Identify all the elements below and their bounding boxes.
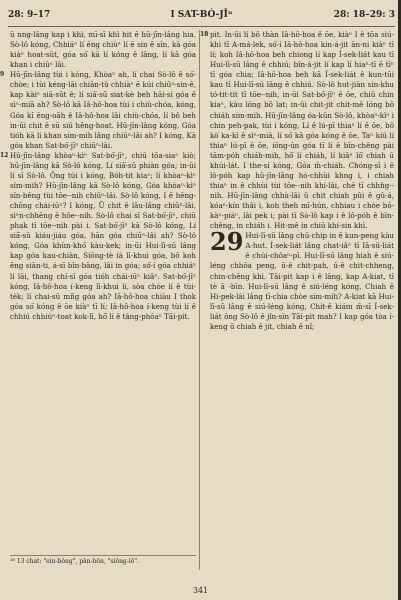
verse-paragraph: 18 pit. In-ūi lí bô thàn Iâ-hô-hoa ê ōe, kiàⁿ I ê tōa siú-khì tī A-má-lek, só͘-í Iâ-hô-hoa kin-á-jit ān-ni kiàⁿ tī lí; koh Iâ-hô-hoa beh chiong lí kap Í-sek-liát kau tī Hui-lī-sū lâng ê chhiú; bîn-á-jit lí kap lí hiaⁿ-tī ē tīⁿ tī góa chia; Iâ-hô-hoa beh kā Í-sek-liát ê kun-tūi kau tī Hui-lī-sū lâng ê chhiú. Sò-lô hut-jiân sin-khu tó-tit-tit tī tōe--nih, in-ūi Sat-bó͘-jīⁿ ê ōe, chiū chin kiaⁿ, kàu lóng bô lat; in-ūi chit-jit chit-mê lóng bô chiáh sím-mih. Hū-jīn-lâng óa-kūn Sò-lô, khòaⁿ-kìⁿ i chin peh-pak, tùi i kóng, Lí ê lú-pī thiaⁿ lí ê ōe, bô kò͘ ka-kī ê sìⁿ-miā, lí só͘ kā góa kóng ê ōe. Taⁿ kiû lí thiaⁿ lú-pī ê ōe, iōng-ūn góa tī lí ê bīn-chêng pài tām-póh chiáh-mih, hō͘ lí chiáh, lí kiâⁿ lō͘ chiah ū khùi-lát. I the-sí kóng, Góa m̄-chiáh. Chóng-sī i ê lô-póh kap hū-jīn-lâng hó-chhùi khng i, i chiah thiaⁿ in ê chhùi tùi tōe--nih khí-lâi, chē tī chhn̂g--nih. Hū-jīn-lâng chhù-lāi ū chit chiah pûi ê gû-á, kóaⁿ-kín thâi i, koh theh mī-hún, chhiau i chòe bô-kàⁿ-piáⁿ, lâi pek i; pài tī Sò-lô kap i ê lô-póh ê bīn-chêng, in chiáh i. Hit-mê in chiū khí-sin khì. [200,30,394,231]
chapter-number: 29 [210,227,244,257]
header-left-reference: 28: 9–17 [8,10,51,20]
chapter-paragraph: 29 Hui-lī-sū lâng chū-chip in ê kun-peng kàu A-hut. Í-sek-liát lâng chat-iâⁿ tī Iâ-sū-liát ê chúi-chôaⁿ-pī. Hui-lī-sū lâng hiah ê siú-léng chhōa peng, ū-ê chit-pah, ū-ê chit-chheng, chin-chêng khì. Tāi-pit kap i ê lâng, kap A-kiat, tī tè ā -bīn. Hui-lī-sū lâng ê siú-léng kóng, Chiah ê Hi-pek-lâi lâng tī-chia chòe sím-mih? A-kiat kā Hui-lī-sū lâng ê siú-léng kóng, Chit-ê kiám m̄-sī Í-sek-liát ông Sò-lô ê jîn-sīn Tāi-pit mah? I kap góa tòa í-keng ū chiah ê jit, chiah ê nî; [210,227,394,331]
verse-paragraph: 12 Hū-jīn-lâng khòaⁿ-kìⁿ Sat-bó͘-jīⁿ, chiū tōa-siaⁿ kiò; hū-jīn-lâng kā Sò-lô kóng, Lí siā͘-sū phiàn góa; in-ūi lí sī Sò-lô. Ông tùi i kóng, Bóh-tit kiaⁿ; lí khòaⁿ-kìⁿ sím-mih? Hū-jīn-lâng kā Sò-lô kóng, Góa khòaⁿ-kìⁿ sîn-bêng tùi tōe--nih chiūⁿ-lâi. Sò-lô kóng, I ê hêng-chōng chái-iūⁿ? I kóng, Ū chit ê lāu-lâng chiūⁿ-lâi, siⁿn-chhēng ê hôe--nih. Sò-lô chai sī Sat-bó͘-jīⁿ, chiū phak tī tōe--nih pài i. Sat-bó͘-jīⁿ kā Sò-lô kóng, Lí siā͘-sū kiáu-jiáu góa, hān góa chiūⁿ-lâi ah? Sò-lô kóng, Góa khùn-khó͘ kàu-kek; in-ūi Hui-lī-sū lâng kap góa kau-chiàn, Siōng-tè iā lī-khui góa, bô koh ēng siān-ti, á-sī bîn-bāng, lâi in góa; só͘-í góa chhiáⁿ lí lâi, thang chí-sī góa tióh chái-iūⁿ kiâⁿ. Sat-bó͘-jīⁿ kóng, Iâ-hô-hoa í-keng lī-khui lí, sòa chòe lí ê tùi-tèk; lí chai-sū mñg góa ah? Iâ-hô-hoa chiàu I thok góa só͘ kóng ê ōe kiàⁿ tī lí; Iâ-hô-hoa í-keng tùi lí ê chhiú chhiúⁿ-toat kok-lī, hō͘ lí ê tâng-phōaⁿ Tāi-pit. [0,150,196,321]
verse-number: 9 [0,71,5,79]
right-column [200,30,394,332]
verse-paragraph: 9 Hū-jīn-lâng tùi i kóng, Khòaⁿ ah, lí chai Sò-lô ê só͘-chòe; i tùi kéng-lāi chiân-tû chhiàⁿ ê kúi chiūⁿ-sin-ê, kap kàiⁿ siā-sūt ê; lí siā͘-sū siat-kè beh hāi-sí góa ê sìⁿ-miā ah? Sò-lô kā Iâ-hô-hoa tùi i chiù-chóa, kóng, Góa kî ēng-oāh ê Iâ-hô-hoa lâi chiù-chóa, lí bô beh in-ūi chit ê sū siū hêng-hoat. Hū-jīn-lâng kóng, Góa tióh kā lí khan sím-mih lâng chiūⁿ-lâi ah? I kóng, Kā góa khan Sat-bó͘-jīⁿ chiūⁿ-lâi. [0,70,196,150]
column-divider [199,30,200,570]
verse-number: 12 [0,151,9,159]
left-column [0,30,196,322]
header-right-reference: 28: 18–29: 3 [333,10,395,20]
header-book-title: I SAT-BÓ-JĪⁿ [170,10,233,20]
verse-paragraph: ū nng-lâng kap i khì, mī-sī khì hit ê hū-jīn-lâng hia. Sò-lô kóng, Chhiáⁿ lí ēng chiùⁿ lí ē sin ê sîn, kā góa kiàⁿ hoat-sūt, góa só͘ kā lí kóng ê lâng, lí kā góa khan i chiūⁿ lâi. [10,30,196,70]
header-divider [8,26,395,27]
page-number: 341 [192,586,209,595]
page-header [8,10,395,24]
footnote: ¹⁸ 13 chat: "ein-bông", pān-bōn, "siōng-iē". [10,555,196,566]
verse-number: 18 [200,31,209,38]
